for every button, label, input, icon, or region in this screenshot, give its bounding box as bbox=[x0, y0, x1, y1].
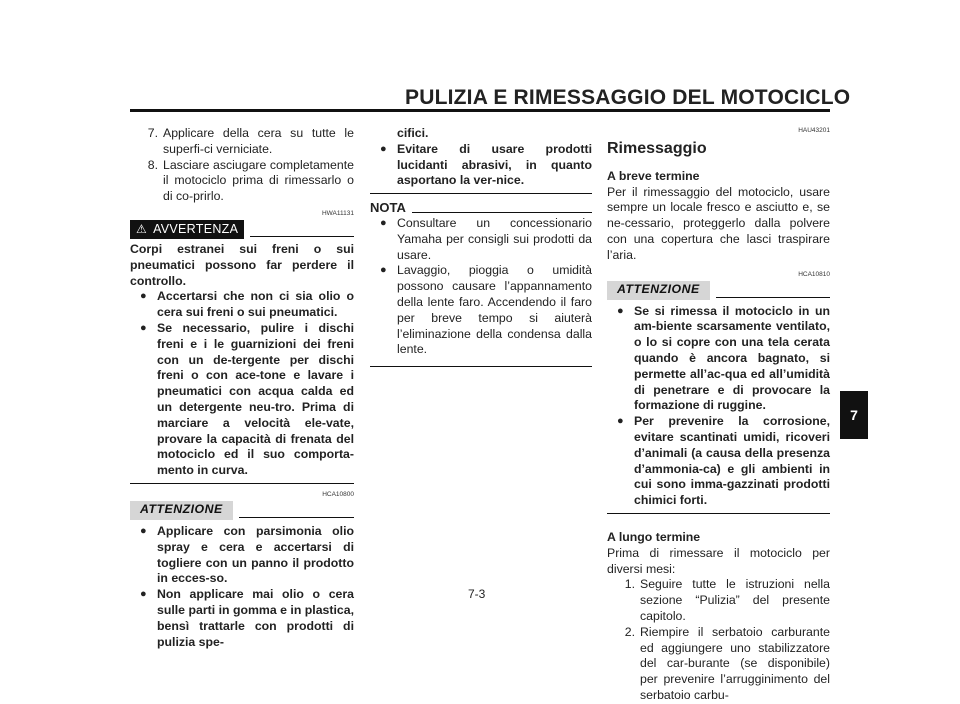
list-item bbox=[607, 625, 830, 704]
bullet-text: Se necessario, pulire i dischi freni e i le guarnizioni dei freni con un de-tergente per dischi freni o con ace-tone e lavare i pneumatici con acqua calda ed un detergente neu-tro. Prima di marciare a velocità ele-vate, provare la capacità di frenata del motociclo ed il suo comporta-mento in curva. bbox=[157, 320, 354, 478]
reference-code: HWA11131 bbox=[321, 209, 354, 217]
bullet-icon: ● bbox=[617, 304, 624, 317]
list-item bbox=[370, 142, 592, 189]
item-number: 7. bbox=[147, 126, 158, 140]
divider bbox=[412, 212, 592, 213]
bullet-icon: ● bbox=[380, 216, 387, 229]
note-header bbox=[370, 200, 592, 216]
note-end-rule bbox=[370, 366, 592, 367]
list-item bbox=[130, 524, 354, 587]
list-item bbox=[607, 414, 830, 509]
section-end-rule bbox=[130, 483, 354, 484]
bullet-text: Non applicare mai olio o cera sulle parti in gomma e in plastica, bensì trattarle con prodotti di pulizia spe- bbox=[157, 587, 354, 649]
bullet-text: Applicare con parsimonia olio spray e cera e accertarsi di togliere con un panno il prodotto in ecces-so. bbox=[157, 523, 354, 586]
divider bbox=[250, 236, 354, 237]
bullet-text: Evitare di usare prodotti lucidanti abrasivi, in quanto asportano la ver-nice. bbox=[397, 141, 592, 188]
column-1 bbox=[130, 126, 354, 650]
paragraph: Prima di rimessare il motociclo per diversi mesi: bbox=[607, 545, 830, 576]
item-number: 2. bbox=[624, 624, 635, 639]
bullet-icon: ● bbox=[140, 321, 147, 334]
item-text: Seguire tutte le istruzioni nella sezione “Pulizia” del presente capitolo. bbox=[640, 577, 830, 623]
warning-triangle-icon: ⚠ bbox=[136, 221, 148, 236]
item-number: 8. bbox=[147, 157, 158, 172]
reference-code: HAU43201 bbox=[798, 127, 830, 134]
list-item bbox=[370, 263, 592, 358]
bullet-text: Per prevenire la corrosione, evitare scantinati umidi, ricoveri d’animali (a causa della presenza d’ammonia-ca) e gli ambienti in cui sono imma-gazzinati prodotti chimici forti. bbox=[634, 414, 830, 508]
caution-badge: ATTENZIONE bbox=[130, 501, 233, 520]
subsection-title: A breve termine bbox=[607, 168, 700, 183]
bullet-text: Se si rimessa il motociclo in un am-biente scarsamente ventilato, o lo si copre con una tela cerata quando è ancora bagnato, si permette all’ac-qua ed all’umidità di penetrare e di provocare la formazione di ruggine. bbox=[634, 303, 830, 413]
bullet-text: Consultare un concessionario Yamaha per consigli sui prodotti da usare. bbox=[397, 215, 592, 262]
bullet-text: Accertarsi che non ci sia olio o cera sui freni o sui pneumatici. bbox=[157, 289, 354, 320]
warning-badge bbox=[130, 220, 244, 239]
bullet-icon: ● bbox=[140, 524, 147, 537]
divider bbox=[239, 517, 354, 518]
bullet-icon: ● bbox=[140, 290, 147, 303]
list-item bbox=[130, 126, 354, 158]
section-end-rule bbox=[370, 193, 592, 194]
caution-badge: ATTENZIONE bbox=[607, 281, 710, 300]
list-item bbox=[607, 577, 830, 624]
bullet-icon: ● bbox=[380, 142, 387, 155]
bullet-icon: ● bbox=[380, 264, 387, 277]
section-title: Rimessaggio bbox=[607, 140, 707, 157]
continued-text: cifici. bbox=[397, 126, 429, 140]
warning-header bbox=[130, 220, 354, 239]
bullet-icon: ● bbox=[140, 588, 147, 601]
chapter-tab[interactable]: 7 bbox=[840, 391, 868, 439]
bullet-text: Lavaggio, pioggia o umidità possono causare l’appannamento della lente faro. Accendendo il faro per breve tempo si aiuterà l’eliminazione della condensa dalla lente. bbox=[397, 263, 592, 357]
reference-code: HCA10800 bbox=[322, 490, 354, 498]
bullet-icon: ● bbox=[617, 415, 624, 428]
subsection-title: A lungo termine bbox=[607, 529, 701, 544]
note-label: NOTA bbox=[370, 200, 406, 216]
item-text: Riempire il serbatoio carburante ed aggiungere uno stabilizzatore del car-burante (se disponibile) per prevenire l’arrugginimento del serbatoio carbu- bbox=[640, 624, 830, 702]
page-title: PULIZIA E RIMESSAGGIO DEL MOTOCICLO bbox=[405, 86, 851, 109]
page-number: 7-3 bbox=[468, 587, 486, 601]
reference-code: HCA10810 bbox=[798, 270, 830, 278]
caution-header bbox=[130, 501, 354, 520]
section-end-rule bbox=[607, 513, 830, 514]
list-item bbox=[130, 321, 354, 479]
divider bbox=[716, 297, 830, 298]
column-2 bbox=[370, 126, 592, 367]
item-number: 1. bbox=[624, 577, 635, 592]
item-text: Applicare della cera su tutte le superfi-ci verniciate. bbox=[163, 126, 354, 156]
list-item bbox=[607, 304, 830, 415]
warning-label: AVVERTENZA bbox=[153, 221, 239, 236]
list-item bbox=[130, 587, 354, 650]
item-text: Lasciare asciugare completamente il motociclo prima di rimessarlo o di co-prirlo. bbox=[163, 157, 354, 204]
warning-intro: Corpi estranei sui freni o sui pneumatici possono far perdere il controllo. bbox=[130, 241, 354, 288]
list-item bbox=[370, 216, 592, 263]
paragraph: Per il rimessaggio del motociclo, usare sempre un locale fresco e asciutto e, se ne-cessario, proteggerlo dalla polvere con una copertura che lasci traspirare l’aria. bbox=[607, 184, 830, 262]
list-item bbox=[130, 158, 354, 205]
header-rule bbox=[130, 109, 830, 112]
column-3 bbox=[607, 126, 830, 704]
list-item bbox=[130, 289, 354, 321]
caution-header bbox=[607, 281, 830, 300]
